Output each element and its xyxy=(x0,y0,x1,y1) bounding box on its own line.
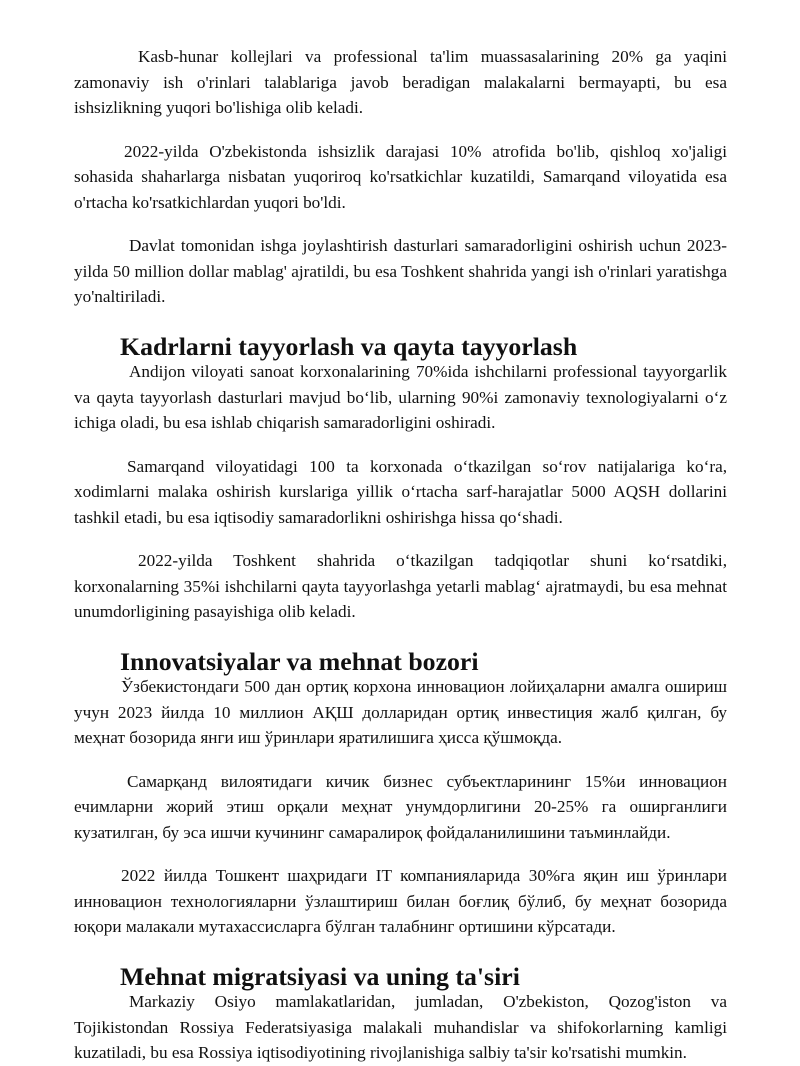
paragraph: Kasb-hunar kollejlari va professional ta'lim muassasalarining 20% ga yaqini zamonaviy ish o'rinlari talablariga javob beradigan malakalarni bermayapti, bu esa ishsizlikning yuqori bo'lishiga olib keladi. xyxy=(74,47,727,117)
paragraph: Samarqand viloyatidagi 100 ta korxonada o‘tkazilgan so‘rov natijalariga ko‘ra, xodimlarni malaka oshirish kurslariga yillik o‘rtacha sarf-harajatlar 5000 AQSH dollarini tashkil etadi, bu esa iqtisodiy samaradorlikni oshirishga hissa qo‘shadi. xyxy=(74,456,727,527)
paragraph: 2022-yilda O'zbekistonda ishsizlik darajasi 10% atrofida bo'lib, qishloq xo'jaligi sohasida shaharlarga nisbatan yuqoriroq ko'rsatkichlar kuzatildi, Samarqand viloyatida esa o'rtacha ko'rsatkichlardan yuqori bo'ldi. xyxy=(74,141,727,212)
section-heading: Mehnat migratsiyasi va uning ta'siri xyxy=(120,961,520,991)
section-heading: Innovatsiyalar va mehnat bozori xyxy=(120,646,479,676)
paragraph: Самарқанд вилоятидаги кичик бизнес субъектларининг 15%и инновацион ечимларни жорий этиш орқали меҳнат унумдорлигини 20-25% га оширганлиги кузатилган, бу эса ишчи кучининг самаралироқ фойдаланилишини таъминлайди. xyxy=(74,771,727,842)
paragraph: Ўзбекистондаги 500 дан ортиқ корхона инновацион лойиҳаларни амалга ошириш учун 2023 йилда 10 миллион АҚШ долларидан ортиқ инвестиция жалб қилган, бу меҳнат бозорида янги иш ўринлари яратилишига ҳисса қўшмоқда. xyxy=(74,677,727,747)
paragraph: Davlat tomonidan ishga joylashtirish dasturlari samaradorligini oshirish uchun 2023-yilda 50 million dollar mablag' ajratildi, bu esa Toshkent shahrida yangi ish o'rinlari yaratishga yo'naltiriladi. xyxy=(74,236,727,306)
paragraph: 2022-yilda Toshkent shahrida o‘tkazilgan tadqiqotlar shuni ko‘rsatdiki, korxonalarning 35%i ishchilarni qayta tayyorlashga yetarli mablag‘ ajratmaydi, bu esa mehnat unumdorligining pasayishiga olib keladi. xyxy=(74,551,727,621)
paragraph: Andijon viloyati sanoat korxonalarining 70%ida ishchilarni professional tayyorgarlik va qayta tayyorlash dasturlari mavjud bo‘lib, ularning 90%i zamonaviy texnologiyalarni o‘z ichiga oladi, bu esa ishlab chiqarish samaradorligini oshiradi. xyxy=(74,362,727,432)
section-heading: Kadrlarni tayyorlash va qayta tayyorlash xyxy=(120,331,578,361)
paragraph: Markaziy Osiyo mamlakatlaridan, jumladan, O'zbekiston, Qozog'iston va Tojikistondan Rossiya Federatsiyasiga malakali muhandislar va shifokorlarning kamligi kuzatiladi, bu esa Rossiya iqtisodiyotining rivojlanishiga salbiy ta'sir ko'rsatishi mumkin. xyxy=(74,992,727,1062)
paragraph: 2022 йилда Тошкент шаҳридаги IT компанияларида 30%га яқин иш ўринлари инновацион технологияларни ўзлаштириш билан боғлиқ бўлиб, бу меҳнат бозорида юқори малакали мутахассисларга бўлган талабнинг ортишини кўрсатади. xyxy=(74,866,727,936)
